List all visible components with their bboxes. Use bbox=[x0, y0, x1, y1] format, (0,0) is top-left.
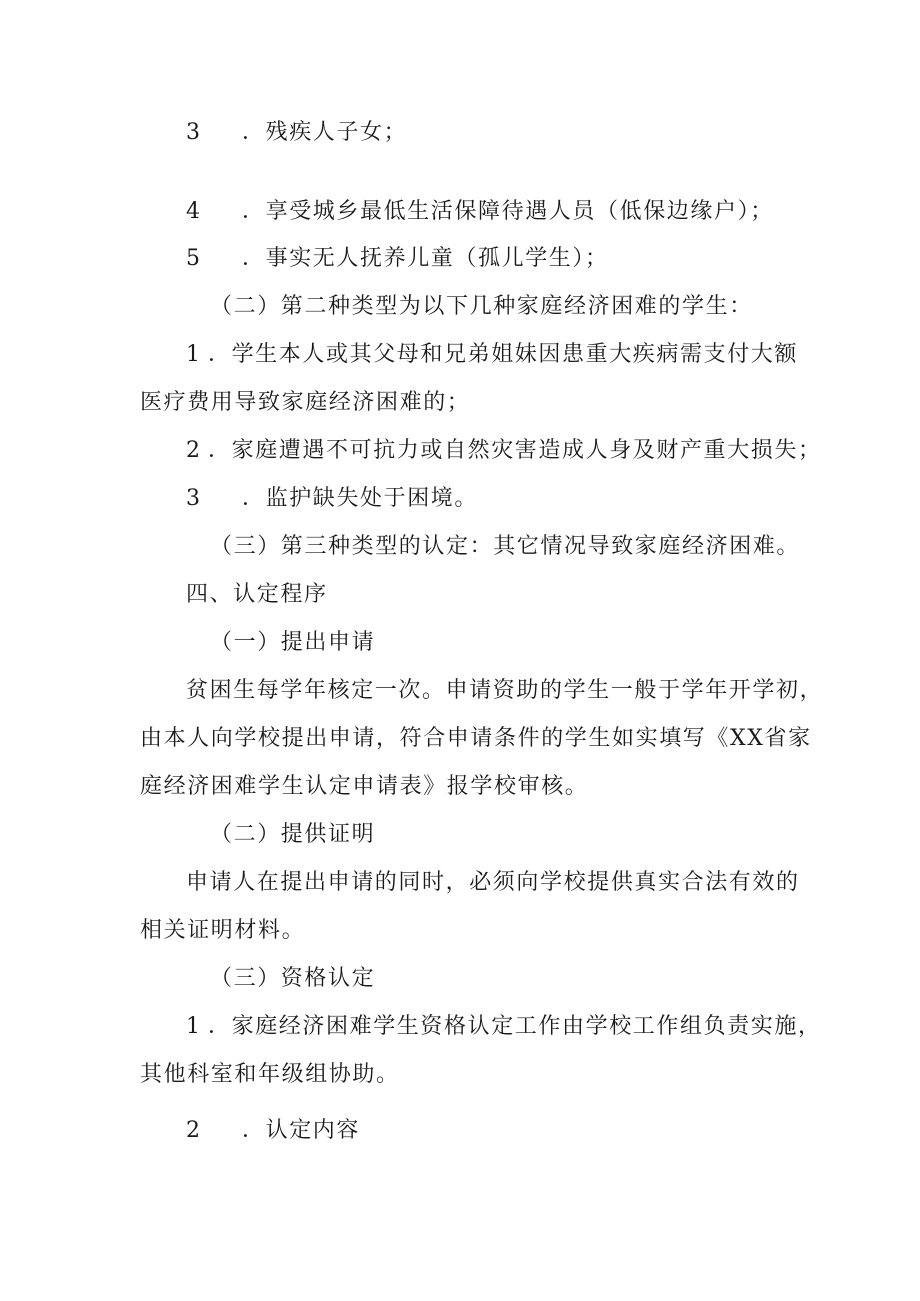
list-number: 2 bbox=[186, 1118, 202, 1143]
paragraph-line: 庭经济困难学生认定申请表》报学校审核。 bbox=[140, 774, 589, 799]
subsection-heading-qualification: （三）资格认定 bbox=[210, 966, 376, 991]
list-item-continuation: 其他科室和年级组协助。 bbox=[140, 1062, 400, 1087]
list-item bbox=[186, 484, 478, 514]
list-number: 1 bbox=[186, 1014, 202, 1039]
list-number: 2 bbox=[186, 438, 202, 463]
list-text: ．学生本人或其父母和兄弟姐妹因患重大疾病需支付大额 bbox=[208, 342, 799, 367]
list-item-continuation: 医疗费用导致家庭经济困难的； bbox=[140, 390, 471, 415]
list-text: ．家庭遭遇不可抗力或自然灾害造成人身及财产重大损失； bbox=[208, 438, 822, 463]
list-item bbox=[186, 118, 407, 148]
list-item bbox=[186, 436, 822, 466]
list-number: 4 bbox=[186, 199, 202, 224]
list-text: ．事实无人抚养儿童（孤儿学生）； bbox=[242, 246, 609, 271]
paragraph-line: 相关证明材料。 bbox=[140, 918, 306, 943]
list-item bbox=[186, 340, 798, 370]
list-item bbox=[186, 197, 774, 227]
list-number: 5 bbox=[186, 246, 202, 271]
list-text: ．家庭经济困难学生资格认定工作由学校工作组负责实施， bbox=[208, 1014, 822, 1039]
list-text: ．认定内容 bbox=[242, 1118, 361, 1143]
list-item bbox=[186, 244, 609, 274]
list-number: 3 bbox=[186, 486, 202, 511]
paragraph-line: 由本人向学校提出申请，符合申请条件的学生如实填写《XX省家 bbox=[140, 726, 812, 751]
subsection-heading-proof: （二）提供证明 bbox=[210, 822, 376, 847]
list-text: ．残疾人子女； bbox=[242, 120, 408, 145]
paragraph-line: 申请人在提出申请的同时，必须向学校提供真实合法有效的 bbox=[186, 870, 800, 895]
paragraph-line: 贫困生每学年核定一次。申请资助的学生一般于学年开学初， bbox=[186, 678, 824, 703]
list-number: 1 bbox=[186, 342, 202, 367]
section-heading-type2: （二）第二种类型为以下几种家庭经济困难的学生： bbox=[210, 294, 753, 319]
list-number: 3 bbox=[186, 120, 202, 145]
section-heading-type3: （三）第三种类型的认定：其它情况导致家庭经济困难。 bbox=[210, 534, 801, 559]
subsection-heading-apply: （一）提出申请 bbox=[210, 630, 376, 655]
list-text: ．享受城乡最低生活保障待遇人员（低保边缘户）； bbox=[242, 199, 774, 224]
section-heading-procedure: 四、认定程序 bbox=[186, 582, 328, 607]
list-text: ．监护缺失处于困境。 bbox=[242, 486, 479, 511]
list-item bbox=[186, 1012, 822, 1042]
list-item bbox=[186, 1116, 360, 1146]
